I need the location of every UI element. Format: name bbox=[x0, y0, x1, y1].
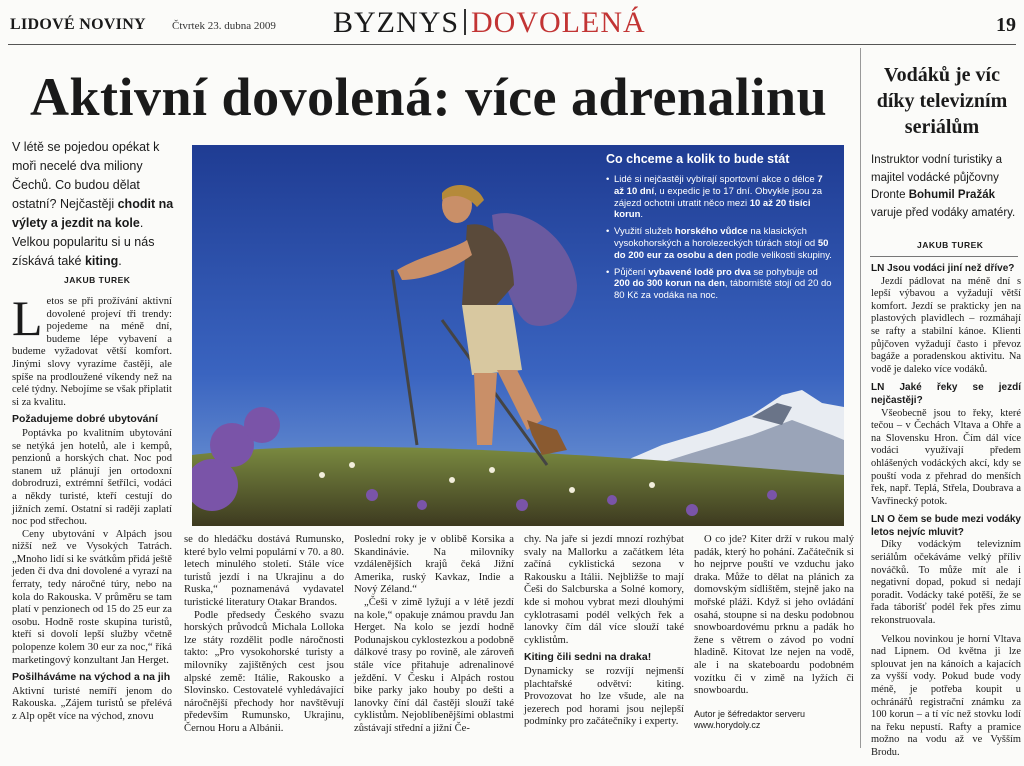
info-text: , táborniště stojí od 20 do 80 Kč za vodáka na noc. bbox=[614, 278, 832, 302]
interview-answer: Velkou novinkou je horní Vltava nad Lipnem. Od května ji lze splouvat jen na kánoích a kajacích za vyšší vody. Pokud bude vody méně, je potřeba koupit u ochránářů registrační známku za 100 korun – a tí víc než stovku lodí na řeku nepustí. Rafty a pramice možno na vodu až ve Vyšším Brodu. bbox=[871, 633, 1021, 758]
sidebar-lead-text: Instruktor vodní turistiky a majitel vodácké půjčovny Dronte bbox=[871, 154, 1003, 201]
interview-question: LN Jaké řeky se jezdí nejčastěji? bbox=[871, 382, 1021, 406]
section-divider bbox=[464, 9, 466, 35]
lead-bold-2: kiting bbox=[84, 254, 119, 268]
info-bold: 200 do 300 korun na den bbox=[614, 278, 725, 290]
sidebar-divider bbox=[860, 48, 861, 748]
page-number: 19 bbox=[996, 14, 1016, 36]
article-column-1 bbox=[12, 290, 172, 724]
info-bold: 7 až 10 dní bbox=[614, 174, 823, 197]
article-column-5 bbox=[694, 534, 854, 698]
interview-question: LN Jsou vodáci jiní než dříve? bbox=[871, 263, 1015, 274]
sidebar-rule bbox=[870, 256, 1018, 257]
article-byline: JAKUB TUREK bbox=[64, 275, 131, 285]
lead-bold-1: chodit na výlety a jezdit na kole bbox=[12, 197, 174, 230]
newspaper-name: LIDOVÉ NOVINY bbox=[10, 16, 146, 33]
sidebar-title: Vodáků je víc díky televizním seriálům bbox=[876, 64, 1008, 138]
article-column-2 bbox=[184, 534, 344, 736]
paragraph: Podle předsedy Českého svazu horských průvodců Michala Lollokа lze státy rozdělit podle náročnosti takto: „Pro vysokohorské turisty a milovníky zajištěných cest jsou alpské země: Itálie, Rakousko a Slovinsko. Cestovatelé vyhledávající náročnější přechody hor navštěvují především Rumunsko, Ukrajinu, Černou Horu a Albánii. bbox=[184, 609, 344, 734]
paragraph: Poslední roky je v oblibě Korsika a Skandinávie. Na milovníky vzdálenějších krajů čeká Jižní Amerika, ruský Kavkaz, Indie a Nový Zéland.“ bbox=[354, 534, 514, 596]
sidebar-lead-name: Bohumil Pražák bbox=[908, 189, 995, 201]
paragraph: Poptávka po kvalitním ubytování se netýká jen hotelů, ale i kempů, penzionů a horských chat. Noc pod stanem už plánují jen ortodoxní dobrodruzi, extrémní šetřílci, vodáci a někdy turisté, kteří cestují do jižních zemí. Ostatní si raději zaplatí noc pod střechou. bbox=[12, 427, 172, 528]
info-box-title: Co chceme a kolik to bude stát bbox=[606, 152, 790, 166]
info-text: Lidé si nejčastěji vybírají sportovní akce o délce bbox=[614, 174, 818, 185]
subheading-kiting: Kiting čili sedni na draka! bbox=[524, 651, 652, 664]
paragraph: „Češi v zimě lyžují a v létě jezdí na kole,“ opakuje známou pravdu Jan Herget. Na kolo se jezdí hodně Podunajskou cyklostezkou a podobně dálkové trasy po rovině, ale zároveň stále více přitahuje adrenalinové ježdění. V Česku i Alpách rostou bike parky jako houby po dešti a lanovky číní dál častěji slouží také cyklistům. Nejoblíbenějšími oblastmi zůstávají střední a jižní Če- bbox=[354, 596, 514, 734]
info-bold: 10 až 20 tisíci korun bbox=[614, 197, 811, 221]
info-item bbox=[606, 226, 834, 261]
subheading-ubytovani: Požadujeme dobré ubytování bbox=[12, 413, 158, 426]
info-text: , u expedic je to 17 dní. Obvykle jsou za zájezd ochotni utratit něco mezi bbox=[614, 185, 823, 209]
info-item bbox=[606, 174, 834, 221]
lead-text-2: . Velkou popularitu si u nás získává také bbox=[12, 216, 155, 268]
sidebar-lead bbox=[871, 152, 1019, 222]
issue-date: Čtvrtek 23. dubna 2009 bbox=[172, 20, 276, 32]
interview-answer: Jezdí pádlovat na méně dní s lepší výbavou a vyžadují větší komfort. Jezdí se prakticky jen na plastových plavidlech – rozmáhají se rafty a stabilní kánoe. Klienti půjčoven vyžadují často i převoz bagáže a poradenskou aktivitu. Na vodě je daleko více vodáků. bbox=[871, 275, 1021, 375]
price-info-box bbox=[606, 152, 834, 307]
interview-answer: Všeobecně jsou to řeky, které tečou – v Čechách Vltava a Ohře a na Slovensku Hron. Čím dál více vodáci využívají předem ohlášených vodáckých akcí, kdy se pouští voda z přehrad do menších řek, např. Teplá, Střela, Doubrava a Vavřinecký potok. bbox=[871, 407, 1021, 507]
interview-body bbox=[871, 263, 1021, 766]
paragraph: Aktivní turisté nemíří jenom do Rakouska. „Zájem turistů se přelévá z Alp opět více na východ, znovu bbox=[12, 685, 172, 722]
info-text: se pohybuje od bbox=[750, 266, 818, 278]
article-column-3 bbox=[354, 534, 514, 736]
headline: Aktivní dovolená: více adrenalinu bbox=[30, 67, 828, 127]
paragraph: Ceny ubytování v Alpách jsou nižší než ve Vysokých Tatrách. „Mnoho lidí si ke svátkům přidá ještě jeden či dva dni dovolené a vyrazí na ferraty, tedy náročné túry, nebo na kola do Rakouska. V průměru se tam platí v penzionech od 15 do 25 eur za osobu. Hodně roste skupina turistů, kteří si dovolí lepší služby včetně polopenze kolem 30 eur za noc,“ říká marketingový konzultant Jan Herget. bbox=[12, 528, 172, 666]
intro-text: etos se při prožívání aktivní dovolené projeví tři trendy: pojedeme na méně dní, budeme lépe vybavení a budeme vyžadovat větší komfort. Jinými slovy vyrazíme častěji, ale spíše na prodloužené víkendy než na celé týdny. Nebojíme se však připlatit si za kvalitu. bbox=[12, 296, 172, 408]
lead-text-1: V létě se pojedou opékat k moři necelé dva miliony Čechů. Co budou dělat ostatní? Nejčastěji bbox=[12, 140, 160, 211]
author-role: Autor je šéfredaktor serveru bbox=[694, 709, 806, 719]
section-byznys: BYZNYS bbox=[333, 6, 460, 39]
paragraph: se do hledáčku dostává Rumunsko, které bylo velmi populární v 70. a 80. letech minulého století. Stále více turistů jezdí i na Ukrajinu a do Ruska,“ poznamenává vydavatel turistické literatury Otakar Brandos. bbox=[184, 534, 344, 608]
paragraph: chy. Na jaře si jezdí mnozí rozhýbat svaly na Mallorku a začátkem léta začíná cyklistická sezona v Rakousku a Itálii. Nejbližše to mají Češi do Salcburska a Solné komory, kde si mohou vybrat mezi dlouhými cyklotrasami podél velkých řek a lanovky čím dál více slouží také cyklistům. bbox=[524, 534, 684, 646]
interview-question: LN O čem se bude mezi vodáky letos nejvíc mluvit? bbox=[871, 514, 1021, 538]
sidebar-byline: JAKUB TUREK bbox=[917, 240, 984, 250]
info-text: Využití služeb bbox=[614, 226, 675, 238]
paragraph: O co jde? Kiter drží v rukou malý padák, který ho pohání. Začátečník si ho nejprve pouští ve vzduchu jako draka. Může to dělat na plánich za domovským sídlištěm, stejně jako na mořské pláži. Když si jeho ovládání osahá, stoupne si na desku podobnou snowboardovému prknu a padák ho žene s větrem o závod po vodní hladině. Kitovat lze nejen na vodě, ale i na skateboardu podobném vozítku či v zimě na lyžích či snowboardu. bbox=[694, 534, 854, 697]
info-text: na klasických vysokohorských a horolezeckých túrách stojí od bbox=[614, 226, 818, 249]
author-note bbox=[694, 709, 854, 731]
info-bold: vybavené lodě pro dva bbox=[648, 266, 751, 278]
info-text: podle velikosti skupiny. bbox=[732, 249, 832, 261]
lead-text-3: . bbox=[118, 254, 122, 268]
info-text: . bbox=[640, 209, 644, 221]
section-dovolena: DOVOLENÁ bbox=[471, 6, 646, 39]
info-bold: 50 do 200 eur za osobu a den bbox=[614, 237, 829, 261]
info-bold: horského vůdce bbox=[674, 226, 748, 238]
author-website: www.horydoly.cz bbox=[694, 720, 761, 730]
drop-cap: L bbox=[12, 290, 43, 346]
info-text: Půjčení bbox=[614, 266, 649, 278]
sidebar-lead-text: varuje před vodáky amatéry. bbox=[871, 206, 1016, 219]
header-rule bbox=[8, 44, 1016, 45]
lead-paragraph bbox=[12, 138, 180, 271]
info-item bbox=[606, 267, 834, 302]
interview-answer: Díky vodáckým televizním seriálům očekáváme velký příliv nováčků. To může mít ale i negativní dopad, pokud si nedají poradit. Vodácky také potěší, že se řada táborišť podél řek přes zimu rekonstruovala. bbox=[871, 539, 1021, 627]
section-header bbox=[333, 6, 646, 40]
paragraph: Dynamicky se rozvíjí nejmenší plachtařské odvětví: kiting. Provozovat ho lze všude, ale na jezerech pod horami jsou nejlepší podmínky pro začátečníky i experty. bbox=[524, 665, 684, 728]
subheading-vychod: Pošilháváme na východ a na jih bbox=[12, 671, 171, 684]
article-column-4 bbox=[524, 534, 684, 729]
